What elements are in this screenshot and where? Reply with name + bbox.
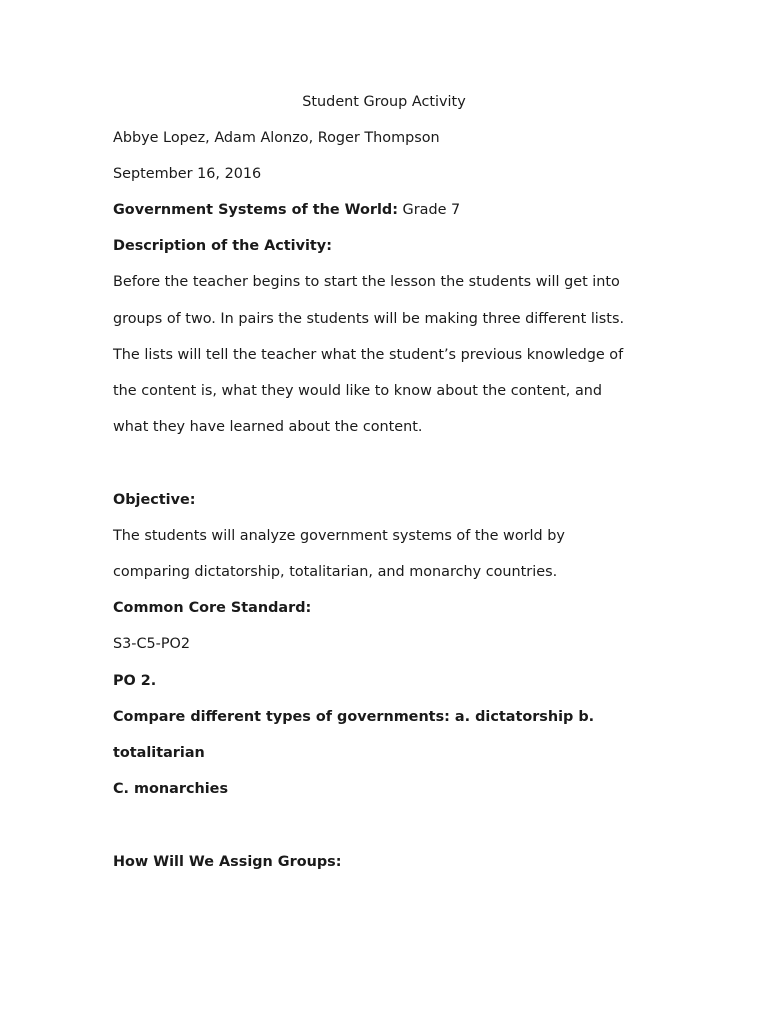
description-line: groups of two. In pairs the students will be making three different lists. <box>113 311 625 327</box>
date-line: September 16, 2016 <box>113 166 262 182</box>
compare-line: Compare different types of governments: a. dictatorship b. <box>113 709 595 725</box>
groups-heading: How Will We Assign Groups: <box>113 854 342 870</box>
description-line: what they have learned about the content. <box>113 419 423 435</box>
subject-value: Grade 7 <box>397 202 461 218</box>
description-line: The lists will tell the teacher what the student’s previous knowledge of <box>113 347 624 363</box>
compare-line: totalitarian <box>113 745 205 761</box>
subject-label: Government Systems of the World: <box>113 202 398 218</box>
description-heading: Description of the Activity: <box>113 238 332 254</box>
objective-heading: Objective: <box>113 492 196 508</box>
po-label: PO 2. <box>113 673 157 689</box>
authors-line: Abbye Lopez, Adam Alonzo, Roger Thompson <box>113 130 440 146</box>
document-title: Student Group Activity <box>302 94 466 110</box>
standard-heading: Common Core Standard: <box>113 600 312 616</box>
compare-line: C. monarchies <box>113 781 229 797</box>
description-line: the content is, what they would like to know about the content, and <box>113 383 603 399</box>
subject-line <box>113 200 460 220</box>
description-line: Before the teacher begins to start the lesson the students will get into <box>113 274 620 290</box>
objective-line: The students will analyze government systems of the world by <box>113 528 565 544</box>
standard-code: S3-C5-PO2 <box>113 636 191 652</box>
objective-line: comparing dictatorship, totalitarian, and monarchy countries. <box>113 564 558 580</box>
